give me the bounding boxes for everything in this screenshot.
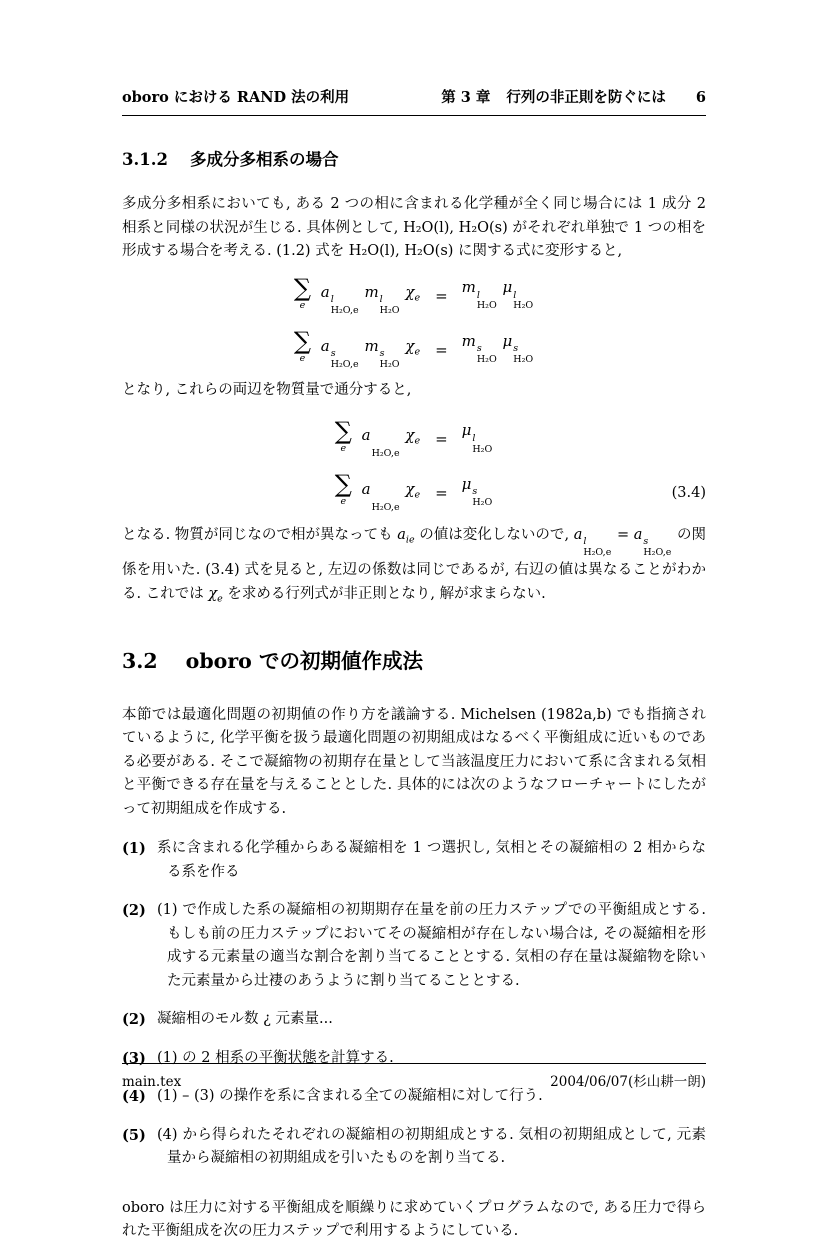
section-title: oboro での初期値作成法: [185, 649, 423, 674]
paragraph-3: [122, 524, 706, 610]
math-inline-chi: $\chi_e$: [208, 585, 223, 604]
summation-symbol: ∑ e: [293, 273, 311, 311]
numbered-list: [122, 837, 706, 1171]
equation-2-row-1-rhs: [462, 423, 494, 455]
math-term-chi: $\chi_e$: [405, 336, 421, 358]
equation-1-row-2-lhs: [294, 329, 421, 371]
math-term-chi: $\chi_e$: [405, 283, 421, 304]
list-item-label: (1): [122, 840, 146, 858]
list-item-label: (5): [122, 1126, 146, 1144]
summation-symbol: ∑ e: [334, 470, 352, 508]
page-number: 6: [695, 89, 706, 106]
section-heading-3-2: [122, 650, 706, 674]
header-chapter-number: 第 3 章: [441, 89, 491, 106]
math-term-mu: μ l H₂O: [502, 278, 534, 312]
paragraph-3-text: =: [612, 527, 634, 544]
paragraph-3-text: の関係を用いた. (3.4) 式を見ると, 左辺の係数は同じであるが, 右辺の値は異なることがわかる. これでは: [122, 527, 707, 602]
math-term-mu: μ s H₂O: [461, 475, 493, 509]
list-item-5: [122, 1124, 706, 1171]
header-chapter-title: 行列の非正則を防ぐには: [506, 89, 666, 106]
math-inline-a-l: a l H₂O,e: [573, 527, 612, 559]
list-item-label: (2): [122, 902, 146, 920]
list-item-text: 系に含まれる化学種からある凝縮相を 1 つ選択し, 気相とその凝縮相の 2 相からなる系を作る: [157, 840, 706, 880]
section-number: 3.2: [122, 649, 158, 674]
header-right: [441, 86, 706, 110]
equals-sign: =: [435, 286, 448, 305]
equation-number: (3.4): [671, 484, 706, 501]
math-term-chi: $\chi_e$: [405, 480, 421, 501]
equals-sign: =: [435, 340, 448, 359]
equals-sign: =: [435, 429, 448, 448]
paragraph-2: となり, これらの両辺を物質量で通分すると,: [122, 382, 412, 399]
footer-date-author: 2004/06/07(杉山耕一朗): [550, 1074, 706, 1090]
paragraph-1: 多成分多相系においても, ある 2 つの相に含まれる化学種が全く同じ場合には 1 成分 2 相系と同様の状況が生じる. 具体例として, H₂O(l), H₂O(s) がそれぞれ単独で 1 つの相を形成する場合を考える. (1.2) 式を H₂O(l), H₂O(s) に関する式に変形すると,: [122, 196, 706, 259]
paragraph-3-text: を求める行列式が非正則となり, 解が求まらない.: [222, 585, 546, 602]
list-item-text: (1) の 2 相系の平衡状態を計算する.: [157, 1049, 394, 1066]
list-item-1: [122, 837, 706, 884]
page-footer: [122, 1063, 706, 1095]
equation-1-row-1-lhs: [293, 273, 421, 318]
equation-2-row-2-rhs: [462, 477, 494, 509]
list-item-text: (4) から得られたそれぞれの凝縮相の初期組成とする. 気相の初期組成として, 元素量から凝縮相の初期組成を引いたものを割り当てる.: [157, 1126, 706, 1167]
math-term-mu: μ s H₂O: [502, 332, 534, 366]
list-item-2b: [122, 1008, 706, 1032]
section-number: 3.1.2: [122, 149, 168, 169]
math-term-mu: μ l H₂O: [461, 421, 493, 455]
summation-symbol: ∑ e: [293, 327, 311, 365]
list-item-label: (4): [122, 1088, 146, 1106]
paragraph-5: oboro は圧力に対する平衡組成を順繰りに求めていくプログラムなので, ある圧力で得られた平衡組成を次の圧力ステップで利用するようにしている.: [122, 1199, 706, 1240]
footer-filename: main.tex: [122, 1074, 182, 1090]
equation-2-row-1-lhs: [334, 416, 421, 461]
section-heading-3-1-2: [122, 148, 706, 172]
paragraph-3-text: の値は変化しないので,: [414, 527, 574, 544]
equation-block-2: [122, 416, 706, 515]
section-title: 多成分多相系の場合: [189, 149, 339, 169]
header-left-title: oboro における RAND 法の利用: [122, 89, 350, 106]
math-term-a: a H₂O,e: [361, 480, 400, 514]
math-inline-a-s: a s H₂O,e: [633, 527, 672, 559]
equation-1-row-2-rhs: [462, 334, 535, 366]
math-term-m: m s H₂O: [364, 336, 400, 371]
math-term-m: m s H₂O: [461, 332, 497, 366]
page-header: [122, 86, 706, 116]
math-term-chi: $\chi_e$: [405, 426, 421, 447]
list-item-text: 凝縮相のモル数 ¿ 元素量...: [157, 1011, 333, 1028]
math-term-a: a H₂O,e: [361, 426, 400, 460]
list-item-2: [122, 899, 706, 993]
list-item-label: (3): [122, 1049, 146, 1067]
paragraph-4: 本節では最適化問題の初期値の作り方を議論する. Michelsen (1982a,b) でも指摘されているように, 化学平衡を扱う最適化問題の初期組成はなるべく平衡組成に近いものである必要がある. そこで凝縮物の初期存在量として当該温度圧力において系に含まれる気相と平衡できる存在量を与えることとした. 具体的には次のようなフローチャートにしたがって初期組成を作成する.: [122, 706, 706, 817]
equation-block-1: [122, 273, 706, 372]
equation-2-row-2-lhs: [335, 472, 421, 514]
math-term-m: m l H₂O: [364, 283, 400, 317]
paragraph-3-text: となる. 物質が同じなので相が異なっても: [122, 527, 398, 544]
summation-symbol: ∑ e: [334, 416, 352, 454]
equation-1-row-1-rhs: [462, 280, 535, 312]
list-item-text: (1) で作成した系の凝縮相の初期期存在量を前の圧力ステップでの平衡組成とする. もしも前の圧力ステップにおいてその凝縮相が存在しない場合は, その凝縮相を形成する元素量の適当な割合を割り当てることとする. 気相の存在量は凝縮物を除いた元素量から辻褄のあうように割り当てることとする.: [157, 902, 706, 989]
math-inline-aie: $a_{ie}$: [397, 527, 415, 546]
list-item-text: (1) – (3) の操作を系に含まれる全ての凝縮相に対して行う.: [157, 1088, 543, 1105]
math-term-m: m l H₂O: [461, 278, 497, 312]
math-term-a: a l H₂O,e: [320, 283, 359, 317]
math-term-a: a s H₂O,e: [320, 336, 359, 371]
equals-sign: =: [435, 483, 448, 502]
list-item-label: (2): [122, 1011, 146, 1029]
